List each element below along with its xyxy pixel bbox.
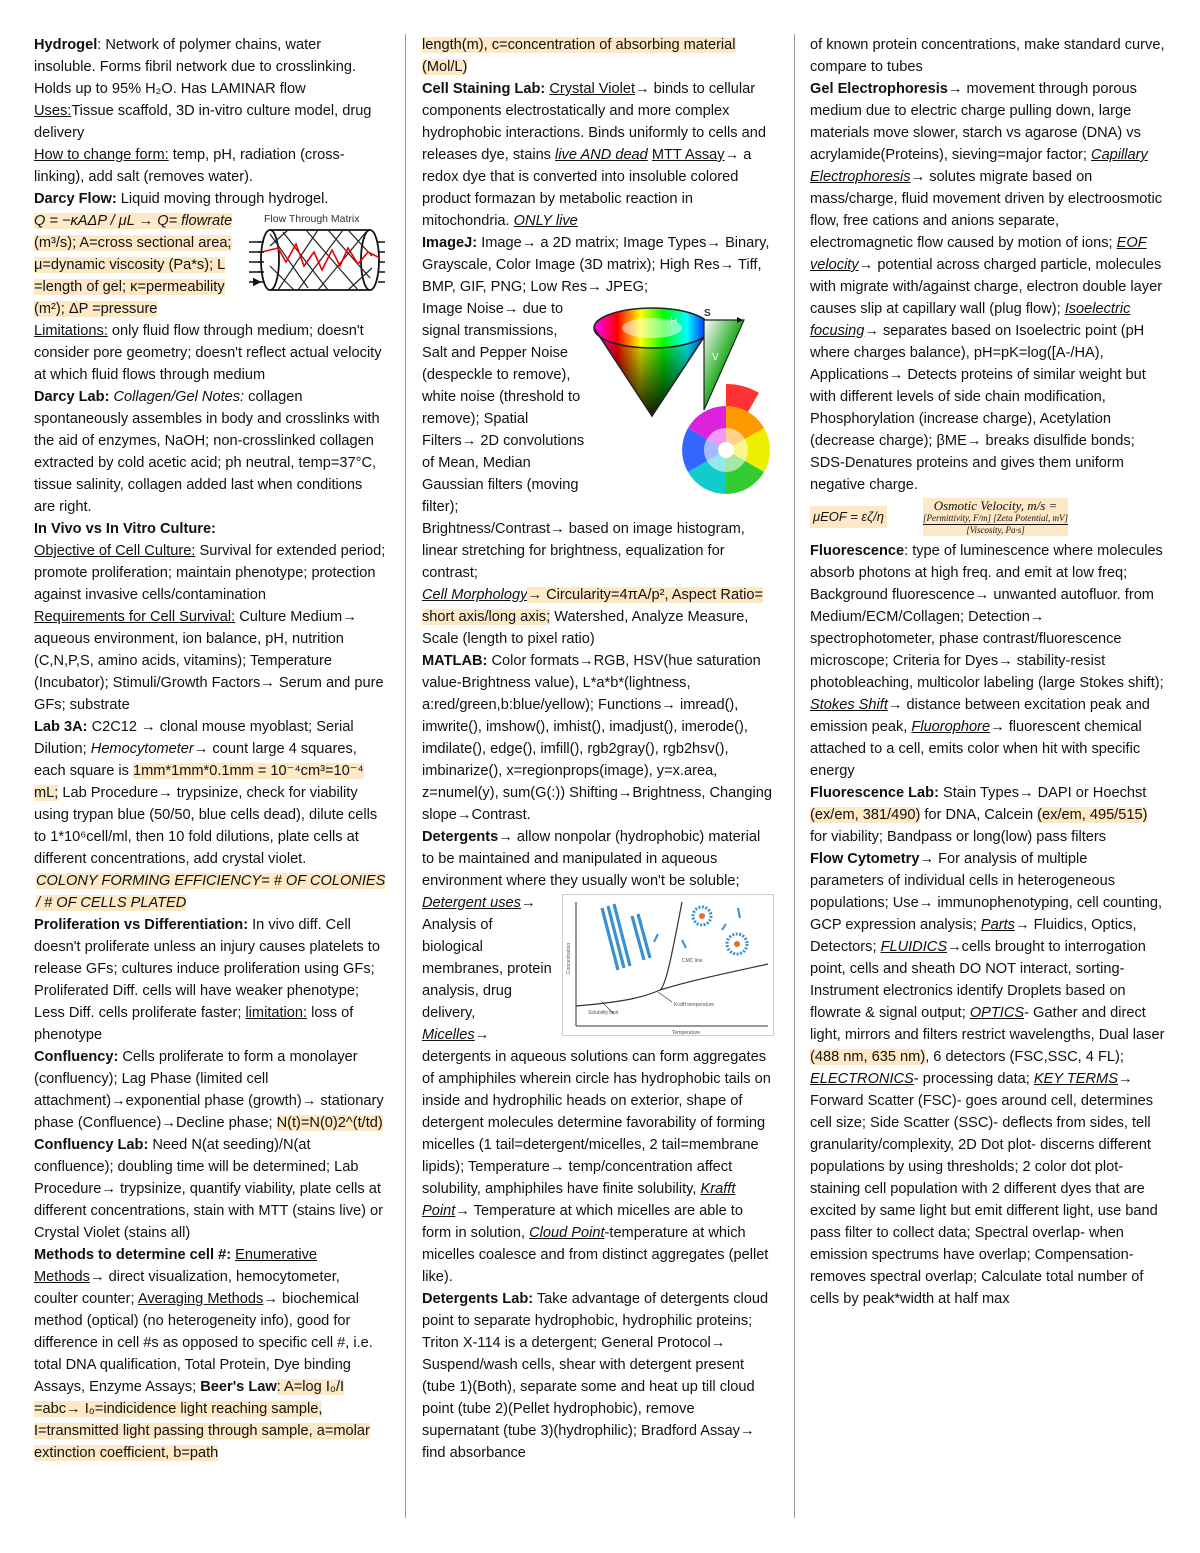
lab3a-section: Lab 3A: C2C12 → clonal mouse myoblast; Serial Dilution; Hemocytometer→ count large 4 squares, each square is 1mm*1mm*0.1mm = 10⁻⁴cm³=10⁻⁴ mL; Lab Procedure→ trypsinize, check for viability using trypan blue (50/50, blue cells dead), dilute cells to 1*10⁶cell/ml, then 10 fold dilutions, plate cells at different concentrations, add crystal violet. [34, 719, 378, 867]
prolif-section: Proliferation vs Differentiation: In vivo diff. Cell doesn't proliferate unless an injury causes platelets to release GFs; cultures induce proliferation using GFs; Proliferated Diff. cells will have weaker phenotype; Less Diff. cells proliferate faster; limitation: loss of phenotype [34, 917, 380, 1043]
column-divider-1 [405, 34, 406, 1518]
fluorescence-lab-section: Fluorescence Lab: Stain Types→ DAPI or Hoechst (ex/em, 381/490) for DNA, Calcein (ex/em, 495/515) for viability; Bandpass or long(low) pass filters [810, 785, 1148, 845]
micelles-section: Micelles→ detergents in aqueous solutions can form aggregates of amphiphiles wherein circle has hydrophobic tails on inside and hydrophilic heads on exterior, shape of detergent molecules determine favorability of forming micelles (1 tail=detergent/micelles, 2 tail=membrane lipids); Temperature→ temp/concentration affect solubility, amphiphiles have finite solubility, Krafft Point→ Temperature at which micelles are able to form in solution, Cloud Point-temperature at which micelles coalesce and from distinct aggregates (pellet like). [422, 1027, 771, 1285]
column-1 [34, 34, 386, 1464]
column-divider-2 [794, 34, 795, 1518]
column-3 [810, 34, 1165, 1310]
hsv-v-label: V [712, 352, 719, 363]
column-2 [422, 34, 774, 1464]
cfe-formula: COLONY FORMING EFFICIENCY= # OF COLONIES / # OF CELLS PLATED [36, 873, 386, 911]
detergent-uses-section: Detergent uses→ Analysis of biological membranes, protein analysis, drug delivery, [422, 895, 552, 1021]
image-noise-section: Image Noise→ due to signal transmissions, Salt and Pepper Noise (despeckle to remove), white noise (threshold to remove); Spatial Filters→ 2D convolutions of Mean, Median Gaussian filters (moving filter); Brightness/Contrast→ based on image histogram, linear stretching for brightness, equalization for contrast; [422, 301, 745, 581]
hsv-color-figure [592, 300, 772, 507]
flow-cytometry-section: Flow Cytometry→ For analysis of multiple parameters of individual cells in heterogeneous populations; Use→ immunophenotyping, cell counting, GCP expression analysis; Parts→ Fluidics, Optics, Detectors; FLUIDICS→cells brought to interrogation point, cells and sheath DO NOT interact, sorting- Instrument electronics identify Droplets based on flowrate & signal output; OPTICS- Gather and direct light, mirrors and filters restrict wavelengths, Dual laser (488 nm, 635 nm), 6 detectors (FSC,SSC, 4 FL); ELECTRONICS- processing data; KEY TERMS→ Forward Scatter (FSC)- goes around cell, determines cell size; Side Scatter (SSC)- deflects from sides, tell granularity/complexity, 2D Dot plot- discerns different populations by using thresholds; 2 color dot plot- staining cell population with 2 different dyes that are excited by same light but emit different light, use band pass filter to collect data; Spectral overlap- when emission spectrums have overlap; Compensation- removes spectral overlap; Calculate total number of cells by peak*width at half max [810, 851, 1165, 1307]
hydrogel-section: Hydrogel: Network of polymer chains, water insoluble. Forms fibril network due to crosslinking. Holds up to 95% H₂O. Has LAMINAR flow [34, 37, 357, 97]
detergent-phase-figure [562, 894, 774, 1043]
limitations-section: Limitations: only fluid flow through medium; doesn't consider pore geometry; doesn't reflect actual velocity at which fluid flows through medium [34, 323, 382, 383]
fluorescence-section: Fluorescence: type of luminescence where molecules absorb photons at high freq. and emit at low freq; Background fluorescence→ unwanted autofluor. from Medium/ECM/Collagen; Detection→ spectrophotometer, phase contrast/fluorescence microscope; Criteria for Dyes→ stability-resist photobleaching, multicolor labeling (large Stokes shift); Stokes Shift→ distance between excitation peak and emission peak, Fluorophore→ fluorescent chemical attached to a cell, emits color when hit with specific energy [810, 543, 1164, 779]
gel-electrophoresis-section: Gel Electrophoresis→ movement through porous medium due to electric charge pulling down, large materials move slower, starch vs agarose (DNA) vs acrylamide(Proteins), sieving=major factor; Capillary Electrophoresis→ solutes migrate based on mass/charge, fluid movement driven by electroosmotic flow, free cations and anions separate, electromagnetic flow caused by motion of ions; EOF velocity→ potential across charged particle, molecules with migrate with/against charge, electron double layer causes slip at capillary wall (plug flow); Isoelectric focusing→ separates based on Isoelectric point (pH where charges balance), pH=pK=log([A-/HA), Applications→ Detects proteins of similar weight but with different levels of side chain modification, Phosphorylation (increase charge), Acetylation (decrease charge); βME→ breaks disulfide bonds; SDS-Denatures proteins and gives them uniform negative charge. [810, 81, 1163, 493]
requirements-section: Requirements for Cell Survival: Culture Medium→ aqueous environment, ion balance, pH, nutrition (C,N,P,S, amino acids, vitamins); Temperature (Incubator); Stimuli/Growth Factors→ Serum and pure GFs; substrate [34, 609, 384, 713]
darcy-variables: (m³/s); A=cross sectional area; μ=dynamic viscosity (Pa*s); L =length of gel; κ=permeability (m²); ΔP =pressure [34, 235, 232, 317]
krafft-temp-label: Krafft temperature [674, 1002, 715, 1008]
invivo-heading: In Vivo vs In Vitro Culture: [34, 521, 216, 537]
confluency-section: Confluency: Cells proliferate to form a monolayer (confluency); Lag Phase (limited cell attachment)→exponential phase (growth)→ stationary phase (Confluence)→Decline phase; N(t)=N(0)2^(t/td) [34, 1049, 384, 1131]
eof-mobility-equation: μEOF = εζ/η [810, 506, 887, 528]
cell-morphology-section: Cell Morphology→ Circularity=4πA/p², Aspect Ratio= short axis/long axis; Watershed, Analyze Measure, Scale (length to pixel ratio) [422, 587, 764, 647]
flow-figure-label: Flow Through Matrix [264, 213, 360, 225]
darcy-flow-section: Darcy Flow: Liquid moving through hydrogel. [34, 191, 329, 207]
change-form-section: How to change form: temp, pH, radiation (cross-linking), add salt (removes water). [34, 147, 345, 185]
confluency-lab-section: Confluency Lab: Need N(at seeding)/N(at confluence); doubling time will be determined; Lab Procedure→ trypsinize, quantify viability, plate cells at different concentrations, stain with MTT (stains live) or Crystal Violet (stains all) [34, 1137, 384, 1241]
uses-section: Uses:Tissue scaffold, 3D in-vitro culture model, drug delivery [34, 103, 372, 141]
objective-section: Objective of Cell Culture: Survival for extended period; promote proliferation; maintain phenotype; protection against invasive cells/contamination [34, 543, 386, 603]
cell-staining-section: Cell Staining Lab: Crystal Violet→ binds to cellular components electrostatically and more complex hydrophobic interactions. Binds uniformly to cells and releases dye, stains live AND dead MTT Assay→ a redox dye that is converted into insoluble colored product formazan by metabolic reaction in mitochondria. ONLY live [422, 81, 766, 229]
beer-continuation: length(m), c=concentration of absorbing material (Mol/L) [422, 37, 736, 75]
detergents-lab-section: Detergents Lab: Take advantage of detergents cloud point to separate hydrophobic, hydrophilic proteins; Triton X-114 is a detergent; General Protocol→ Suspend/wash cells, shear with detergent present (tube 1)(Both), separate some and heat up till cloud point (tube 2)(Pellet hydrophobic), remove supernatant (tube 3)(hydrophilic); Bradford Assay→ find absorbance [422, 1291, 769, 1461]
detergents-section: Detergents→ allow nonpolar (hydrophobic) material to be maintained and manipulated in aqueous environment where they usually won't be soluble; [422, 829, 761, 889]
color-wheel [682, 406, 770, 494]
matlab-section: MATLAB: Color formats→RGB, HSV(hue saturation value-Brightness value), L*a*b*(lightness, a:red/green,b:blue/yellow); Functions→ imread(), imwrite(), imshow(), imhist(), imadjust(), imerode(), imdilate(), edge(), imfill(), rgb2gray(), rgb2hsv(), imbinarize(), x=regionprops(image), y=x.area, z=numel(y), sum(G(:)) Shifting→Brightness, Changing slope→Contrast. [422, 653, 772, 823]
darcy-lab-section: Darcy Lab: Collagen/Gel Notes: collagen spontaneously assembles in body and crosslinks with the aid of enzymes, NaOH; non-crosslinked collagen extracted by cold acetic acid; ph neutral, temp=37°C, tissue salinity, collagen added last when conditions are right. [34, 389, 380, 515]
bradford-continuation: of known protein concentrations, make standard curve, compare to tubes [810, 37, 1165, 75]
darcy-equation: Q = −κAΔP / μL → Q= flowrate [34, 213, 233, 229]
flow-through-matrix-figure [248, 212, 386, 305]
osmotic-velocity-equation: Osmotic Velocity, m/s = [Permittivity, F/m] [Zeta Potential, mV] [Viscosity, Pa·s] [923, 498, 1068, 535]
axis-y-label: Concentration [566, 942, 572, 974]
imagej-section: ImageJ: Image→ a 2D matrix; Image Types→ Binary, Grayscale, Color Image (3D matrix); High Res→ Tiff, BMP, GIF, PNG; Low Res→ JPEG; [422, 235, 770, 295]
eof-equations [810, 498, 1165, 536]
axis-x-label: Temperature [672, 1030, 701, 1036]
hsv-h-label: H [670, 316, 678, 327]
hsv-s-label: S [704, 308, 711, 319]
methods-section: Methods to determine cell #: Enumerative Methods→ direct visualization, hemocytometer, coulter counter; Averaging Methods→ biochemical method (optical) (no heterogeneity info), good for difference in cell #s as opposed to specific cell #, i.e. total DNA qualification, Total Protein, Dye binding Assays, Enzyme Assays; Beer's Law: A=log I₀/I =abc→ I₀=indicidence light reaching sample, I=transmitted light passing through sample, a=molar extinction coefficient, b=path [34, 1247, 373, 1461]
cmc-line-label: CMC line [682, 958, 703, 964]
solubility-limit-label: Solubility limit [588, 1010, 619, 1016]
